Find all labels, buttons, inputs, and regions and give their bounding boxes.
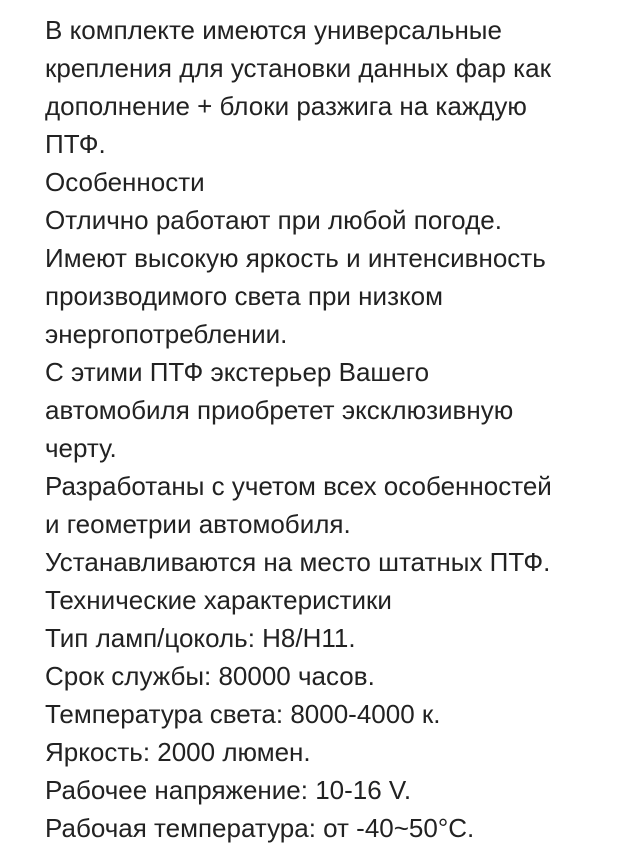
text-line: ПТФ. — [45, 129, 106, 159]
text-line: Устанавливаются на место штатных ПТФ. — [45, 547, 551, 577]
spec-brightness: Яркость: 2000 люмен. — [45, 737, 311, 767]
section-heading-features: Особенности — [45, 167, 205, 197]
spec-operating-temperature: Рабочая температура: от -40~50°C. — [45, 813, 475, 843]
text-line: Отлично работают при любой погоде. — [45, 205, 502, 235]
section-heading-specs: Технические характеристики — [45, 585, 392, 615]
text-line: дополнение + блоки разжига на каждую — [45, 91, 527, 121]
spec-lamp-type: Тип ламп/цоколь: H8/H11. — [45, 623, 356, 653]
spec-color-temperature: Температура света: 8000-4000 к. — [45, 699, 441, 729]
text-line: крепления для установки данных фар как — [45, 53, 551, 83]
text-line: и геометрии автомобиля. — [45, 509, 351, 539]
product-description — [45, 11, 605, 847]
text-line: энергопотреблении. — [45, 319, 288, 349]
spec-operating-voltage: Рабочее напряжение: 10-16 V. — [45, 775, 412, 805]
text-line: Разработаны с учетом всех особенностей — [45, 471, 552, 501]
text-line: Имеют высокую яркость и интенсивность — [45, 243, 546, 273]
text-line: производимого света при низком — [45, 281, 443, 311]
text-line: автомобиля приобретет эксклюзивную — [45, 395, 514, 425]
text-line: В комплекте имеются универсальные — [45, 15, 502, 45]
text-line: черту. — [45, 433, 117, 463]
text-line: С этими ПТФ экстерьер Вашего — [45, 357, 430, 387]
spec-service-life: Срок службы: 80000 часов. — [45, 661, 375, 691]
